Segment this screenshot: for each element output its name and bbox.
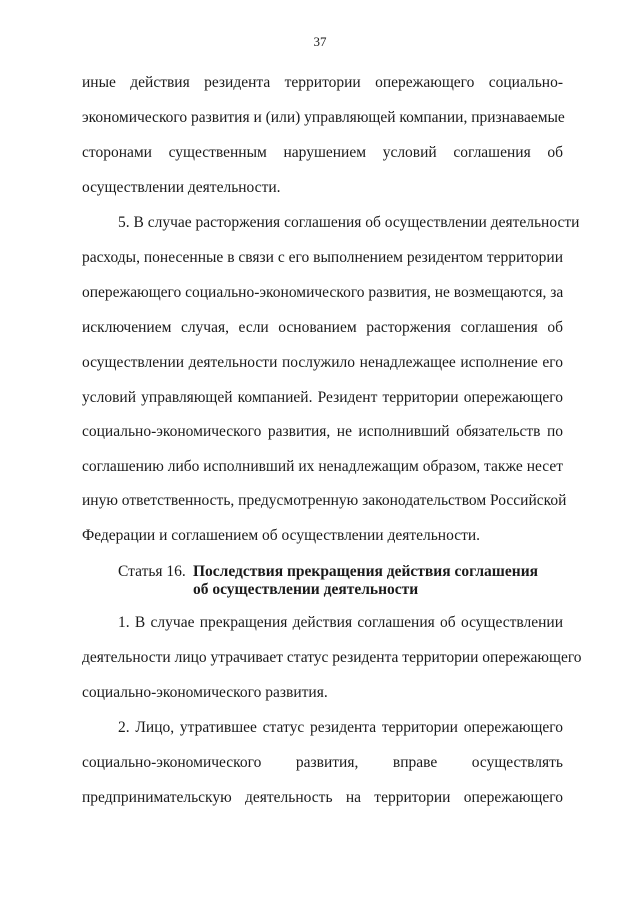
paragraph-line: соглашению либо исполнивший их ненадлежащим образом, также несет — [82, 458, 563, 475]
paragraph-line: осуществлении деятельности. — [82, 179, 281, 196]
paragraph-line: условий управляющей компанией. Резидент территории опережающего — [82, 389, 563, 406]
paragraph-line: осуществлении деятельности послужило ненадлежащее исполнение его — [82, 354, 563, 371]
paragraph-line: 5. В случае расторжения соглашения об осуществлении деятельности — [118, 214, 580, 231]
paragraph-line: социально-экономического развития. — [82, 684, 328, 701]
paragraph-line: экономического развития и (или) управляющей компании, признаваемые — [82, 109, 565, 126]
paragraph-line: иные действия резидента территории опережающего социально- — [82, 74, 563, 91]
article-title: об осуществлении деятельности — [193, 581, 419, 598]
paragraph-line: социально-экономического развития, не исполнивший обязательств по — [82, 423, 563, 440]
paragraph-line: Федерации и соглашением об осуществлении деятельности. — [82, 527, 481, 544]
paragraph-line: деятельности лицо утрачивает статус резидента территории опережающего — [82, 649, 582, 666]
article-title: Последствия прекращения действия соглашения — [193, 563, 539, 580]
article-label: Статья 16. — [118, 563, 186, 580]
paragraph-line: предпринимательскую деятельность на территории опережающего — [82, 789, 563, 806]
paragraph-line: опережающего социально-экономического развития, не возмещаются, за — [82, 284, 564, 301]
paragraph-line: 2. Лицо, утратившее статус резидента территории опережающего — [118, 719, 563, 736]
paragraph-line: социально-экономического развития, вправе осуществлять — [82, 754, 563, 771]
paragraph-line: расходы, понесенные в связи с его выполнением резидентом территории — [82, 249, 563, 266]
paragraph-line: исключением случая, если основанием расторжения соглашения об — [82, 319, 563, 336]
paragraph-line: иную ответственность, предусмотренную законодательством Российской — [82, 492, 567, 509]
page-number: 37 — [313, 34, 327, 49]
paragraph-line: сторонами существенным нарушением условий соглашения об — [82, 144, 563, 161]
paragraph-line: 1. В случае прекращения действия соглашения об осуществлении — [118, 614, 563, 631]
